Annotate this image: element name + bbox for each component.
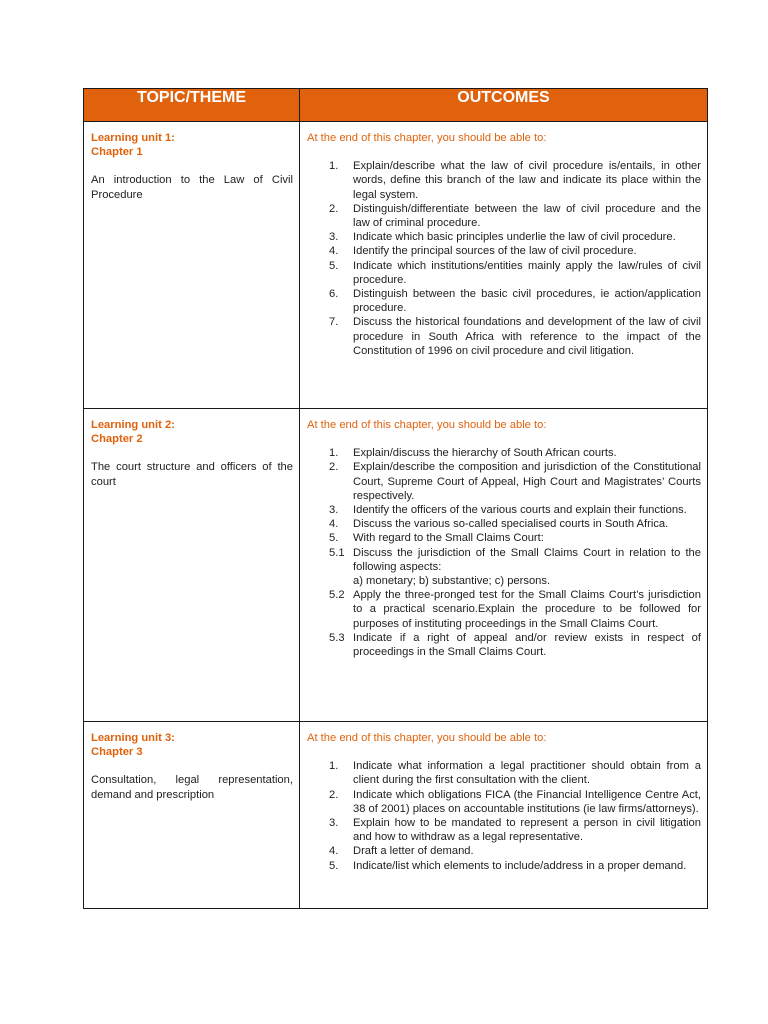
table-row <box>84 722 708 909</box>
list-item <box>307 230 701 244</box>
list-item <box>307 816 701 844</box>
item-text: Identify the officers of the various courts and explain their functions. <box>353 504 687 517</box>
item-number: 7. <box>329 316 339 329</box>
topic-cell <box>84 122 300 409</box>
topic-description: Consultation, legal representation, demand and prescription <box>91 774 293 801</box>
item-number: 6. <box>329 288 339 301</box>
item-number: 5.2 <box>329 589 345 602</box>
item-text: Explain how to be mandated to represent a person in civil litigation and how to withdraw as a legal representative. <box>353 817 701 844</box>
list-item <box>307 531 701 545</box>
item-number: 3. <box>329 504 339 517</box>
list-item <box>307 244 701 258</box>
item-text: Explain/discuss the hierarchy of South African courts. <box>353 447 617 460</box>
table-body <box>84 122 708 909</box>
item-subline: a) monetary; b) substantive; c) persons. <box>353 575 551 588</box>
outcomes-list <box>307 159 701 358</box>
item-text: With regard to the Small Claims Court: <box>353 532 544 545</box>
item-number: 2. <box>329 461 339 474</box>
item-text: Discuss the historical foundations and development of the law of civil procedure in South Africa with reference to the impact of the Constitution of 1996 on civil procedure and civil litigation. <box>353 316 701 357</box>
learning-unit-label: Learning unit 2: <box>91 419 175 431</box>
outcomes-list <box>307 759 701 873</box>
topic-cell <box>84 722 300 909</box>
item-text: Discuss the various so-called specialised courts in South Africa. <box>353 518 669 531</box>
header-topic-theme: TOPIC/THEME <box>84 89 300 122</box>
item-number: 1. <box>329 760 339 773</box>
item-number: 5. <box>329 259 339 272</box>
item-text: Identify the principal sources of the law of civil procedure. <box>353 245 637 258</box>
item-number: 2. <box>329 788 339 801</box>
item-text: Indicate which obligations FICA (the Financial Intelligence Centre Act, 38 of 2001) places on accountable institutions (ie law firms/attorneys). <box>353 788 701 815</box>
list-item <box>307 287 701 315</box>
item-number: 5.1 <box>329 546 345 559</box>
item-number: 4. <box>329 845 339 858</box>
item-text: Indicate what information a legal practitioner should obtain from a client during the first consultation with the client. <box>353 760 701 787</box>
item-number: 1. <box>329 447 339 460</box>
item-number: 2. <box>329 202 339 215</box>
item-number: 5. <box>329 859 339 872</box>
list-item <box>307 631 701 659</box>
item-text: Indicate which basic principles underlie the law of civil procedure. <box>353 231 676 244</box>
item-number: 4. <box>329 518 339 531</box>
item-text: Indicate if a right of appeal and/or review exists in respect of proceedings in the Small Claims Court. <box>353 631 701 659</box>
learning-unit-label: Learning unit 1: <box>91 132 175 144</box>
outcomes-cell <box>300 722 708 909</box>
list-item <box>307 460 701 503</box>
chapter-label: Chapter 3 <box>91 746 143 759</box>
outcomes-intro: At the end of this chapter, you should be able to: <box>307 732 547 744</box>
table-row <box>84 122 708 409</box>
outcomes-intro: At the end of this chapter, you should be able to: <box>307 419 547 431</box>
header-outcomes: OUTCOMES <box>300 89 708 122</box>
outcomes-table <box>83 88 708 909</box>
list-item <box>307 159 701 202</box>
outcomes-list <box>307 446 701 659</box>
list-item <box>307 759 701 787</box>
item-text: Indicate/list which elements to include/address in a proper demand. <box>353 859 687 872</box>
list-item <box>307 588 701 631</box>
list-item <box>307 315 701 358</box>
item-text: Apply the three-pronged test for the Small Claims Court’s jurisdiction to a practical scenario.Explain the procedure to be followed for purposes of instituting proceedings in the Small Claims Court. <box>353 589 701 630</box>
list-item <box>307 517 701 531</box>
list-item <box>307 446 701 460</box>
item-number: 3. <box>329 817 339 830</box>
list-item <box>307 259 701 287</box>
item-text: Indicate which institutions/entities mainly apply the law/rules of civil procedure. <box>353 259 701 286</box>
list-item <box>307 859 701 873</box>
item-number: 3. <box>329 231 339 244</box>
learning-unit-label: Learning unit 3: <box>91 732 175 744</box>
list-item <box>307 844 701 858</box>
item-number: 4. <box>329 245 339 258</box>
topic-cell <box>84 409 300 722</box>
item-number: 5. <box>329 532 339 545</box>
chapter-label: Chapter 1 <box>91 146 143 159</box>
chapter-label: Chapter 2 <box>91 433 143 446</box>
item-text: Draft a letter of demand. <box>353 845 474 858</box>
item-text: Explain/describe what the law of civil procedure is/entails, in other words, define this branch of the law and indicate its place within the legal system. <box>353 160 701 201</box>
list-item <box>307 202 701 230</box>
topic-description: The court structure and officers of the court <box>91 461 293 488</box>
table-header-row <box>84 89 708 122</box>
table-row <box>84 409 708 722</box>
item-text: Distinguish/differentiate between the law of civil procedure and the law of criminal procedure. <box>353 202 701 230</box>
item-text: Discuss the jurisdiction of the Small Claims Court in relation to the following aspects: <box>353 546 701 573</box>
outcomes-intro: At the end of this chapter, you should be able to: <box>307 132 547 144</box>
outcomes-cell <box>300 409 708 722</box>
list-item <box>307 546 701 589</box>
list-item <box>307 503 701 517</box>
item-text: Distinguish between the basic civil procedures, ie action/application procedure. <box>353 288 701 315</box>
topic-description: An introduction to the Law of Civil Procedure <box>91 174 293 201</box>
outcomes-cell <box>300 122 708 409</box>
item-number: 1. <box>329 160 339 173</box>
list-item <box>307 788 701 816</box>
item-number: 5.3 <box>329 631 345 644</box>
item-text: Explain/describe the composition and jurisdiction of the Constitutional Court, Supreme Court of Appeal, High Court and Magistrates’ Courts respectively. <box>353 461 701 502</box>
